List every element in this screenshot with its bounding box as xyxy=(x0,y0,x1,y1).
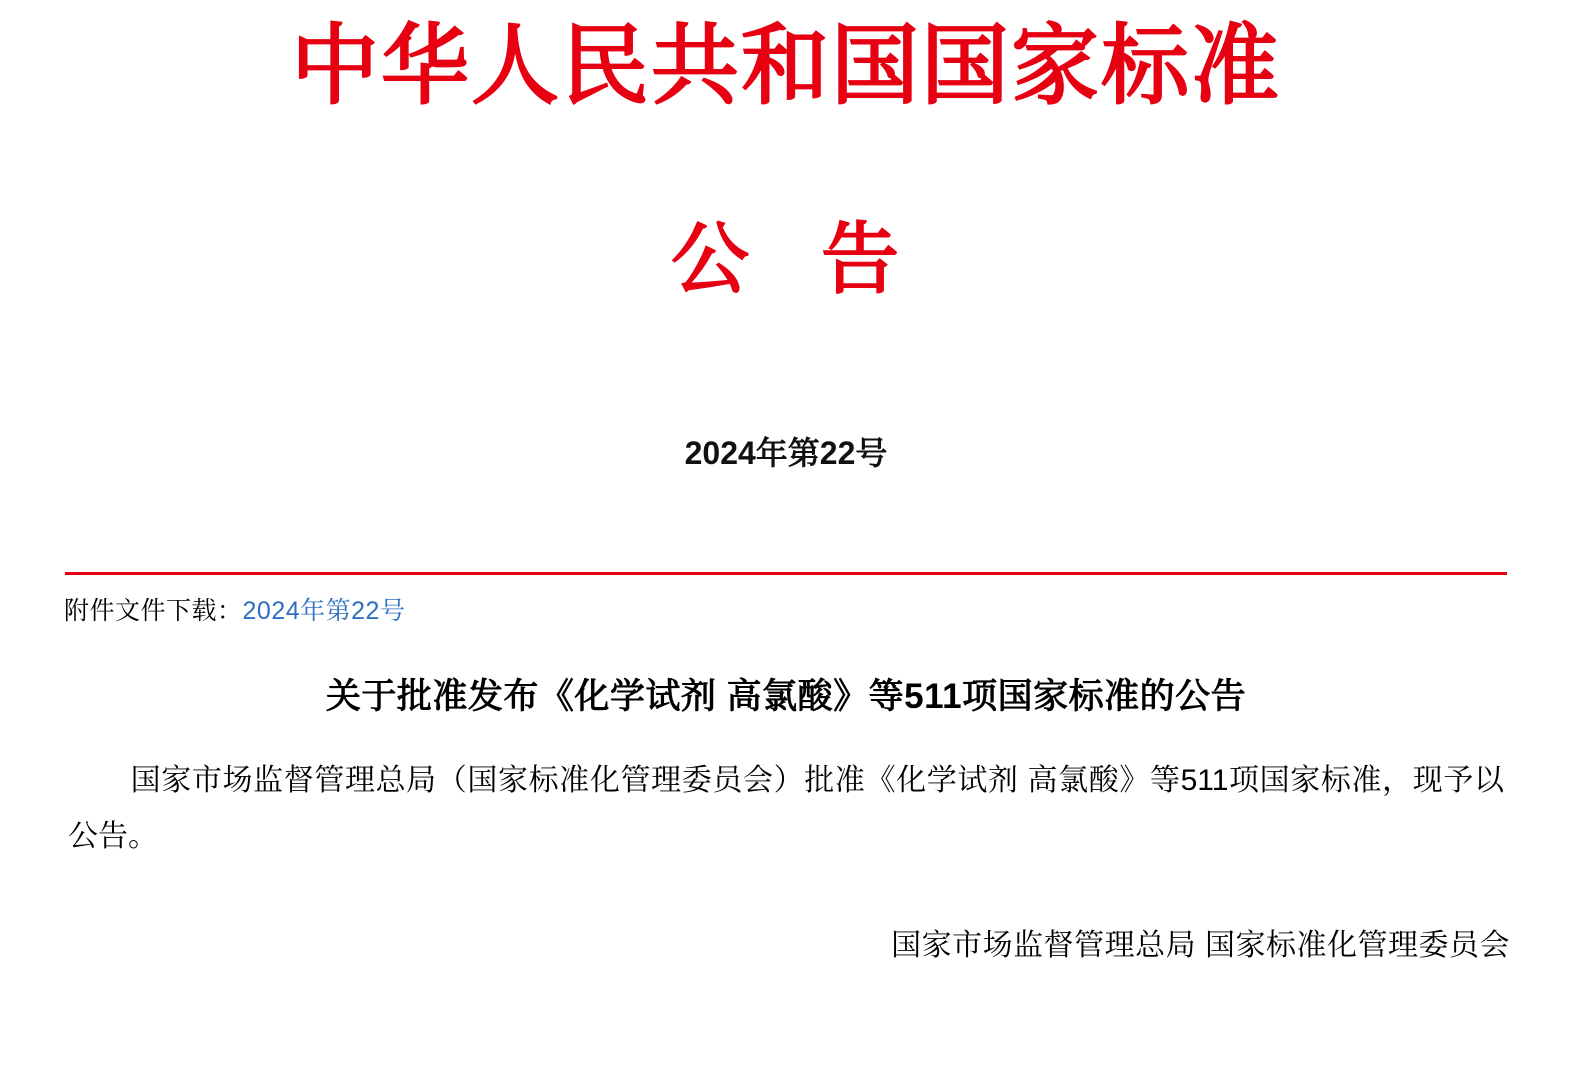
masthead-subtitle-first: 公 xyxy=(670,215,751,303)
issue-number: 2024年第22号 xyxy=(684,435,888,471)
paragraph-text: 国家市场监督管理总局（国家标准化管理委员会）批准《化学试剂 高氯酸》等511项国家标准，现予以公告。 xyxy=(68,764,1504,853)
masthead-title: 中华人民共和国国家标准 xyxy=(290,16,1281,115)
attachment-download-link[interactable]: 2024年第22号 xyxy=(242,597,406,625)
masthead-subtitle-second: 告 xyxy=(821,215,902,303)
attachment-row xyxy=(0,591,1572,627)
signature-line: 国家市场监督管理总局 国家标准化管理委员会 xyxy=(891,929,1510,962)
body-paragraph xyxy=(0,753,1572,864)
red-divider xyxy=(65,572,1507,575)
attachment-label: 附件文件下载： xyxy=(64,597,243,625)
masthead-subtitle xyxy=(0,215,1572,303)
page-title: 关于批准发布《化学试剂 高氯酸》等511项国家标准的公告 xyxy=(325,677,1247,716)
